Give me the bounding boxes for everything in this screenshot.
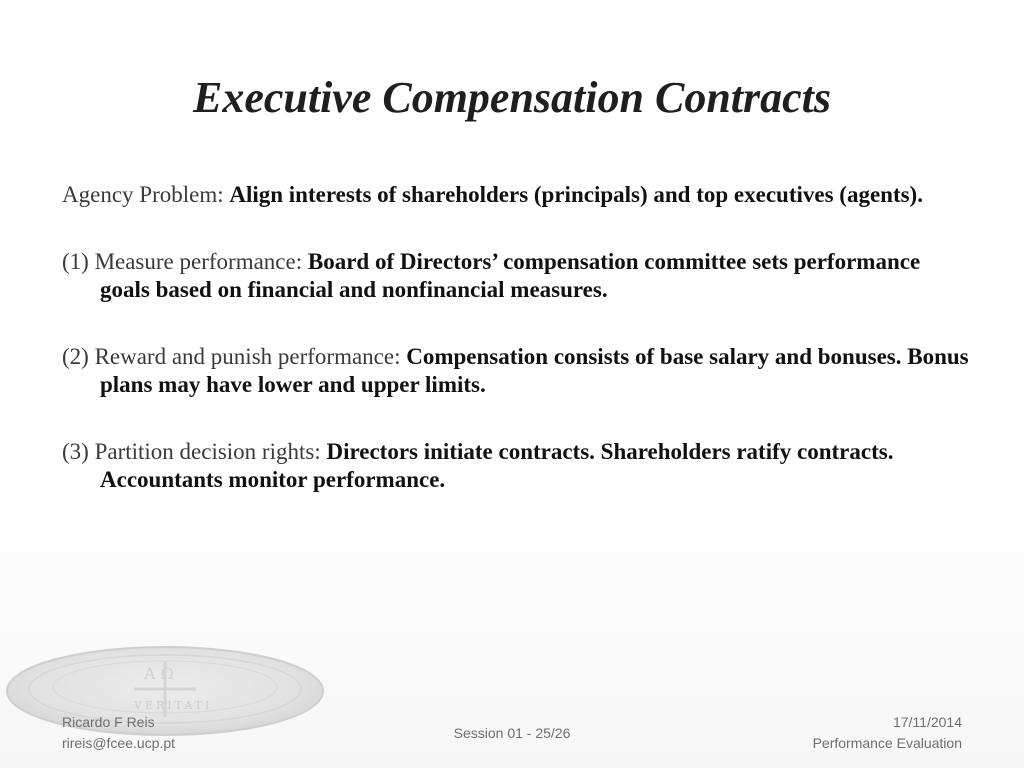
footer-date-topic (813, 712, 962, 754)
paragraph-emphasis: Align interests of shareholders (principals) and top executives (agents). (229, 182, 923, 207)
paragraph-measure-performance (62, 248, 972, 304)
paragraph-lead: (2) Reward and punish performance: (62, 344, 407, 369)
paragraph-emphasis: Directors initiate contracts. Shareholders ratify contracts. Accountants monitor performance. (100, 439, 894, 492)
paragraph-reward-punish (62, 343, 972, 399)
paragraph-agency-problem (62, 181, 972, 209)
paragraph-lead: (1) Measure performance: (62, 249, 308, 274)
footer-date: 17/11/2014 (892, 714, 962, 730)
footer-author-name: Ricardo F Reis (62, 714, 155, 730)
footer-topic: Performance Evaluation (812, 735, 962, 751)
seal-symbols: Α Ω (144, 664, 174, 683)
paragraph-emphasis: Compensation consists of base salary and bonuses. Bonus plans may have lower and upper limits. (100, 344, 969, 397)
paragraph-lead: Agency Problem: (62, 182, 230, 207)
footer-author-email: rireis@fcee.ucp.pt (62, 735, 176, 751)
paragraph-lead: (3) Partition decision rights: (62, 439, 327, 464)
footer-session: Session 01 - 25/26 (453, 725, 571, 741)
slide-title: Executive Compensation Contracts (192, 73, 832, 122)
slide-body (62, 181, 972, 533)
paragraph-partition-rights (62, 438, 972, 494)
paragraph-emphasis: Board of Directors’ compensation committee sets performance goals based on financial and nonfinancial measures. (100, 249, 921, 302)
seal-text: VERITATI (134, 699, 213, 712)
